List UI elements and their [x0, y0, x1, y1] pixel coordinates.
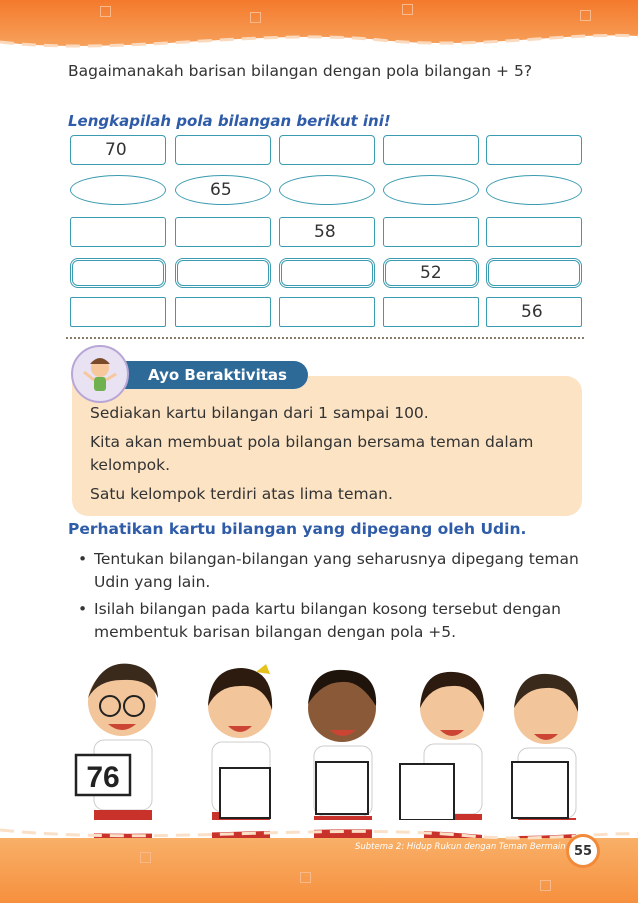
grid-cell[interactable] — [486, 217, 582, 247]
grid-cell[interactable] — [175, 135, 271, 165]
activity-mascot-icon — [70, 344, 130, 404]
decor-square — [100, 6, 111, 17]
grid-cell[interactable] — [279, 297, 375, 327]
section-heading: Perhatikan kartu bilangan yang dipegang oleh Udin. — [68, 520, 527, 538]
bullet-item: • Tentukan bilangan-bilangan yang seharusnya dipegang teman Udin yang lain. — [78, 550, 579, 591]
activity-title: Ayo Beraktivitas — [112, 361, 308, 389]
card-number: 76 — [86, 761, 120, 794]
activity-line: Kita akan membuat pola bilangan bersama teman dalam kelompok. — [90, 433, 534, 474]
grid-cell[interactable]: 65 — [175, 175, 271, 205]
grid-cell[interactable] — [279, 258, 375, 288]
bullet-item: • Isilah bilangan pada kartu bilangan kosong tersebut dengan membentuk barisan bilangan dengan pola +5. — [78, 600, 561, 641]
grid-cell[interactable] — [383, 217, 479, 247]
number-card — [512, 762, 568, 818]
instruction-text: Lengkapilah pola bilangan berikut ini! — [68, 112, 391, 130]
decor-square — [540, 880, 551, 891]
dotted-divider — [66, 337, 584, 339]
number-card — [316, 762, 368, 814]
number-card — [220, 768, 270, 818]
grid-cell[interactable] — [70, 297, 166, 327]
activity-line: Satu kelompok terdiri atas lima teman. — [90, 485, 393, 503]
page-number: 55 — [566, 834, 600, 868]
grid-cell[interactable]: 70 — [70, 135, 166, 165]
decor-square — [402, 4, 413, 15]
bullet-list — [78, 548, 598, 648]
grid-cell[interactable] — [486, 175, 582, 205]
grid-cell[interactable] — [279, 175, 375, 205]
grid-cell[interactable] — [70, 175, 166, 205]
activity-line: Sediakan kartu bilangan dari 1 sampai 100. — [90, 404, 429, 422]
top-wave — [0, 22, 638, 62]
decor-square — [300, 872, 311, 883]
activity-text — [90, 402, 570, 512]
decor-square — [580, 10, 591, 21]
grid-cell[interactable] — [175, 217, 271, 247]
grid-cell[interactable] — [175, 258, 271, 288]
question-text: Bagaimanakah barisan bilangan dengan pola bilangan + 5? — [68, 62, 533, 80]
grid-cell[interactable] — [70, 258, 166, 288]
decor-square — [140, 852, 151, 863]
bullet-text: Isilah bilangan pada kartu bilangan kosong tersebut dengan membentuk barisan bilangan dengan pola +5. — [94, 600, 561, 641]
footer-subtema: Subtema 2: Hidup Rukun dengan Teman Bermain — [355, 842, 566, 852]
grid-cell[interactable] — [175, 297, 271, 327]
bullet-text: Tentukan bilangan-bilangan yang seharusnya dipegang teman Udin yang lain. — [94, 550, 579, 591]
grid-cell[interactable] — [383, 175, 479, 205]
decor-square — [250, 12, 261, 23]
grid-cell[interactable] — [383, 297, 479, 327]
grid-cell[interactable]: 52 — [383, 258, 479, 288]
grid-cell[interactable]: 56 — [486, 297, 582, 327]
grid-cell[interactable] — [486, 135, 582, 165]
grid-cell[interactable] — [279, 135, 375, 165]
grid-cell[interactable] — [383, 135, 479, 165]
grid-cell[interactable] — [486, 258, 582, 288]
grid-cell[interactable] — [70, 217, 166, 247]
number-card — [400, 764, 454, 820]
grid-cell[interactable]: 58 — [279, 217, 375, 247]
